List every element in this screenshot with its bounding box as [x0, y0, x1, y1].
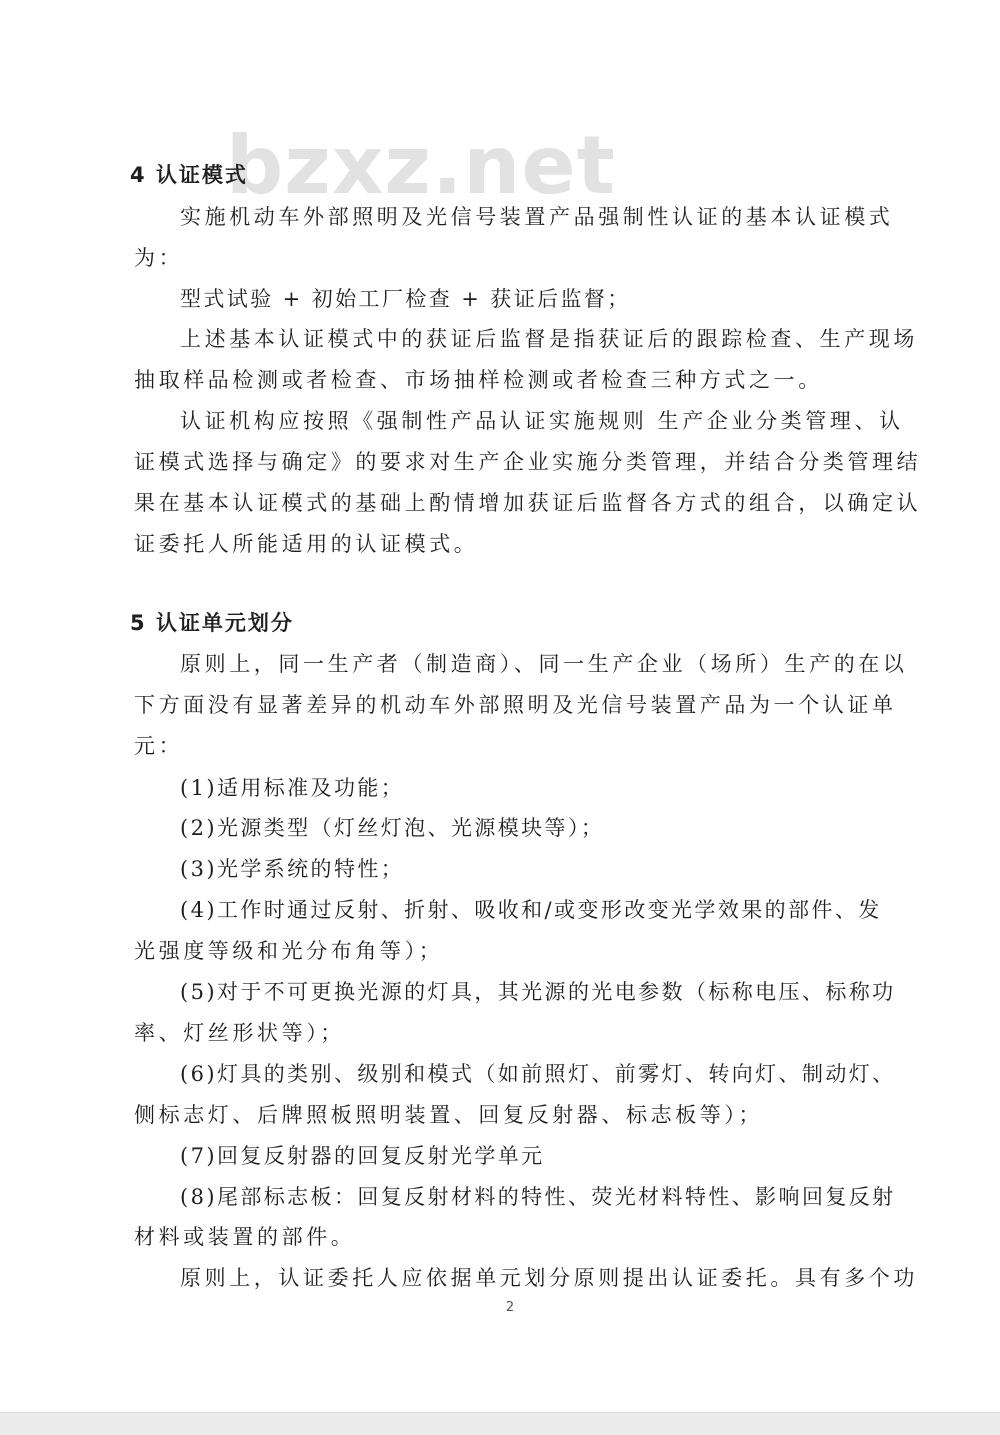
watermark: bzxz.net	[226, 119, 616, 212]
paragraph-line: 证委托人所能适用的认证模式。	[134, 532, 479, 556]
list-item: (3)光学系统的特性；	[180, 857, 405, 881]
list-item-continuation: 光强度等级和光分布角等）；	[134, 939, 444, 963]
list-item: (4)工作时通过反射、折射、吸收和/或变形改变光学效果的部件、发	[180, 898, 882, 922]
page-number: 2	[505, 1300, 515, 1315]
viewer-bottom-bar	[0, 1412, 1000, 1435]
list-item-continuation: 率、灯丝形状等）；	[134, 1021, 345, 1045]
list-item: (8)尾部标志板：回复反射材料的特性、荧光材料特性、影响回复反射	[180, 1185, 896, 1209]
paragraph-line: 元：	[134, 734, 184, 758]
section-5-heading: 5 认证单元划分	[130, 611, 294, 635]
section-4-heading: 4 认证模式	[130, 163, 248, 187]
list-item-continuation: 侧标志灯、后牌照板照明装置、回复反射器、标志板等）；	[134, 1103, 764, 1127]
list-item: (2)光源类型（灯丝灯泡、光源模块等）；	[180, 816, 605, 840]
paragraph-line: 证模式选择与确定》的要求对生产企业实施分类管理，并结合分类管理结	[134, 450, 922, 474]
paragraph-line: 为：	[134, 246, 184, 270]
paragraph-line: 上述基本认证模式中的获证后监督是指获证后的跟踪检查、生产现场	[180, 327, 918, 351]
paragraph-line: 果在基本认证模式的基础上酌情增加获证后监督各方式的组合，以确定认	[134, 491, 922, 515]
formula-line: 型式试验 + 初始工厂检查 + 获证后监督；	[180, 287, 631, 311]
list-item: (7)回复反射器的回复反射光学单元	[180, 1144, 545, 1168]
paragraph-line: 认证机构应按照《强制性产品认证实施规则 生产企业分类管理、认	[180, 409, 904, 433]
paragraph-line: 原则上，同一生产者（制造商）、同一生产企业（场所）生产的在以	[180, 652, 908, 676]
list-item: (1)适用标准及功能；	[180, 776, 405, 800]
paragraph-line: 实施机动车外部照明及光信号装置产品强制性认证的基本认证模式	[180, 205, 894, 229]
paragraph-line: 下方面没有显著差异的机动车外部照明及光信号装置产品为一个认证单	[134, 693, 897, 717]
list-item: (5)对于不可更换光源的灯具，其光源的光电参数（标称电压、标称功	[180, 980, 896, 1004]
paragraph-line: 抽取样品检测或者检查、市场抽样检测或者检查三种方式之一。	[134, 368, 823, 392]
list-item: (6)灯具的类别、级别和模式（如前照灯、前雾灯、转向灯、制动灯、	[180, 1062, 896, 1086]
paragraph-line: 原则上，认证委托人应依据单元划分原则提出认证委托。具有多个功	[180, 1266, 918, 1290]
list-item-continuation: 材料或装置的部件。	[134, 1225, 356, 1249]
